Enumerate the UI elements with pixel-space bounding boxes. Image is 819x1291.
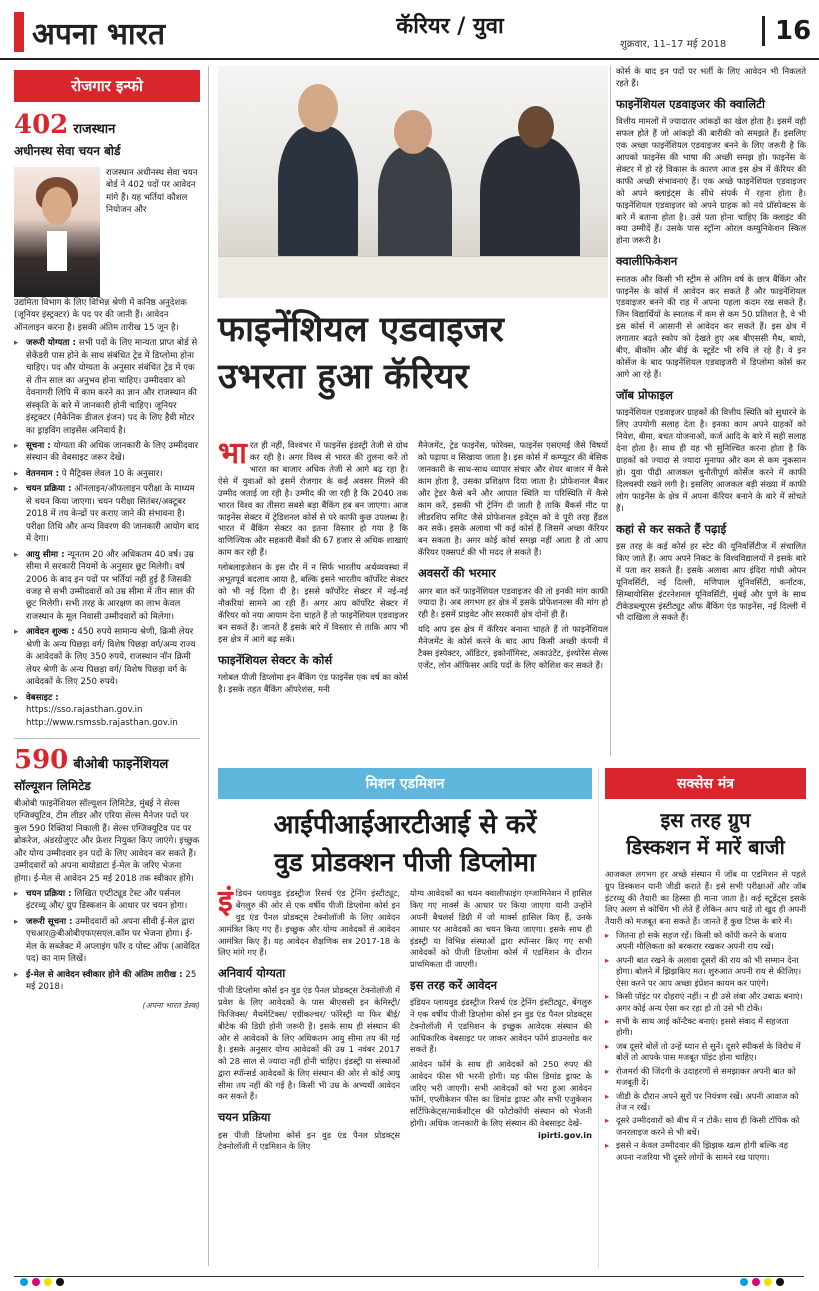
article-subhead: चयन प्रक्रिया [218,1110,271,1125]
mission-body [218,884,592,1153]
article-subhead: कहां से कर सकते हैं पढ़ाई [616,521,727,536]
column-divider [208,66,209,1266]
mission-headline: आईपीआईआरटीआई से करें वुड प्रोडक्शन पीजी डिप्लोमा [273,810,537,878]
article-subhead: क्वालीफिकेशन [616,254,678,269]
article-subhead: फाइनेंशियल एडवाइजर की क्वालिटी [616,96,765,111]
job-bullet: ▸ वेबसाइट : [14,692,200,704]
success-intro: आजकल लगभग हर अच्छे संस्थान में जॉब या एडमिशन से पहले ग्रुप डिस्कशन यानी जीडी कराते हैं। इसे सभी परीक्षाओं और जॉब इंटरव्यू की तैयारी का हिस्सा ही माना जाता है। कई स्टूडेंट्स इसके लिए अलग से कोचिंग भी लेते हैं लेकिन आप चाहें तो खुद ही अपनी तैयारी को मजबूत बना सकते हैं। जानते हैं कुछ टिप्स के बारे में। [605,869,806,927]
gd-tip: ▸ जितना हो सके सहज रहें। किसी को कॉपी करने के बजाय अपनी मौलिकता को बरकरार रखकर अपनी राय रखें। [605,930,806,953]
job-org-title: बीओबी फाइनेंशियल [73,756,169,772]
job-photo-row [14,167,200,297]
print-registration-marks [740,1278,784,1286]
job-bullet: ▸ आवेदन शुल्क : 450 रुपये सामान्य श्रेणी, क्रिमी लेयर श्रेणी के अन्य पिछड़ा वर्ग/ विशेष पिछड़ा वर्ग/अन्य राज्य के आवेदकों के लिए 350 रुपये, राजस्थान नॉन क्रिमी लेयर श्रेणी के अन्य पिछड़ा वर्ग/ विशेष पिछड़ा वर्ग के आवेदकों के लिए 250 रुपये। [14,626,200,688]
gd-tip: ▸ जीडी के दौरान अपने सुरों पर नियंत्रण रखें। अपनी आवाज को तेज न रखें। [605,1091,806,1114]
job-intro: उद्यमिता विभाग के लिए विभिन्न श्रेणी में कनिष्ठ अनुदेशक (जूनियर इंस्ट्रक्टर) के पद पर की जानी हैं। आवेदन ऑनलाइन करना है। इसकी अंतिम तारीख 15 जून है। [14,298,187,333]
gd-tip: ▸ दूसरे उम्मीदवारों को बीच में न टोकें। साथ ही किसी टॉपिक को जनरलाइज करने से भी बचें। [605,1115,806,1138]
success-mantra-tag: सक्सेस मंत्र [605,768,806,799]
print-registration-marks [20,1278,64,1286]
masthead [0,0,819,60]
job-org-subtitle: सॉल्यूशन लिमिटेड [14,778,91,793]
main-headline: फाइनेंशियल एडवाइजर उभरता हुआ कॅरियर [218,309,504,398]
article-column: भारत ही नहीं, विश्वभर में फाइनेंस इंडस्ट्री तेजी से ग्रोथ कर रही है। अगर विश्व से भारत की तुलना करें तो भारत का बाजार अधिक तेजी से आगे बढ़ रहा है। ऐसे में युवाओं को इसमें रोजगार के कई अवसर मिलने की उम्मीद जताई जा रही है। उम्मीद की जा रही है कि 2040 तक भारत विश्व का तीसरा सबसे बड़ा बैंकिंग हब बन जाएगा। आज फाइनेंस सेक्टर में ट्रेडिशनल कोर्स से परे काफी कुछ उपलब्ध है। भारत में बैंकिंग सेक्टर का इतना विस्तार हो गया है कि वाणिज्यिक और सहकारी बैंकों की 67 हजार से अधिक शाखाएं काम कर रही हैं। ग्लोबलाइजेशन के इस दौर में न सिर्फ भारतीय अर्थव्यवस्था में अभूतपूर्व बदलाव आया है, बल्कि इसने भारतीय कॉर्पोरेट सेक्टर को भी नई दिशा दी है। इससे कॉर्पोरेट सेक्टर में नई-नई नौकरियां सामने आ रही हैं। अगर आप कॉर्पोरेट सेक्टर में कॅरियर को नया आयाम देना चाहते हैं तो फाइनेंशियल एडवाइजर बन सकते हैं। जानते हैं इसके बारे में विस्तार से ताकि आप भी इस क्षेत्र में आगे बढ़ सकें। फाइनेंशियल सेक्टर के कोर्स ग्लोबल पीजी डिप्लोमा इन बैंकिंग एंड फाइनेंस एक वर्ष का कोर्स है। इसके तहत बैंकिंग ऑपरेशंस, मनी [218,436,408,694]
website-link[interactable]: https://sso.rajasthan.gov.in [26,705,143,716]
gd-tip: ▸ इससे न केवल उम्मीदवार की झिझक खत्म होगी बल्कि वह अपना नजरिया भी दूसरे लोगों के सामने रख पाएगा। [605,1140,806,1163]
job-bullet: ▸ चयन प्रक्रिया : ऑनलाइन/ऑफलाइन परीक्षा के माध्यम से चयन किया जाएगा। चयन परीक्षा सितंबर/अक्टूबर 2018 में तय केन्द्रों पर कराए जाने की संभावना है। परीक्षा तिथि और अन्य विवरण की जानकारी आयोग बाद में देगा। [14,483,200,545]
column-divider [610,66,611,756]
mission-admission-tag: मिशन एडमिशन [218,768,592,799]
job-bullet: ▸ जरूरी सूचना : उम्मीदवारों को अपना सीवी ई-मेल द्वारा एचआर@बीओबीएफएसएल.कॉम पर भेजना होगा। ई-मेल के सब्जेक्ट में अप्लाइंग फॉर द पोस्ट ऑफ (आवेदित पद) का नाम लिखें। [14,916,200,966]
job-bullet: ▸ आयु सीमा : न्यूनतम 20 और अधिकतम 40 वर्ष। उम्र सीमा में सरकारी नियमों के अनुसार छूट मिलेगी। वर्ष 2006 के बाद इन पदों पर भर्तियां नहीं हुई हैं जिसकी वजह से सभी उम्मीदवारों को उम्र सीमा में तीन साल की छूट मिलेगी। सभी तरह के आरक्षण का लाभ केवल राजस्थान के मूल निवासी उम्मीदवारों को मिलेगा। [14,549,200,624]
gd-tip: ▸ रोजमर्रा की जिंदगी के उदाहरणों से समझाकर अपनी बात को मजबूती दें। [605,1066,806,1089]
section-title: कॅरियर / युवा [396,13,504,39]
job-listing-rajasthan [14,110,200,730]
rozgar-info-column [14,70,200,1270]
newspaper-logo: अपना भारत [32,17,166,52]
vacancy-count: 590 [14,744,69,775]
gd-tip: ▸ सभी के साथ आई कॉन्टैक्ट बनाएं। इससे संवाद में सहजता होगी। [605,1016,806,1039]
job-side-text: राजस्थान अधीनस्थ सेवा चयन बोर्ड ने 402 पदों पर आवेदन मांगे हैं। यह भर्तियां कौशल नियोजन और [106,168,198,216]
logo-accent-bar [14,12,24,52]
job-listing-bob [14,738,200,1011]
job-bullet: ▸ ई-मेल से आवेदन स्वीकार होने की अंतिम तारीख : 25 मई 2018। [14,969,200,994]
article-subhead: अवसरों की भरमार [418,566,496,581]
success-headline: इस तरह ग्रुप डिस्कशन में मारें बाजी [626,808,785,859]
desk-credit: (अपना भारत डेस्क) [142,1000,200,1010]
job-bullet: ▸ वेतनमान : पे मैट्रिक्स लेवल 10 के अनुसार। [14,468,200,480]
article-column: इंडियन प्लायवुड इंडस्ट्रीज रिसर्च एंड ट्रेनिंग इंस्टीट्यूट, बेंगलुरु की ओर से एक वर्षीय पीजी डिप्लोमा कोर्स इन वुड एंड पैनल प्रोडक्ट्स टेक्नोलॉजी के लिए आवेदन आमंत्रित किए गए हैं। इच्छुक और योग्य आवेदकों से आवेदन आमंत्रित किए हैं। यह आवेदन शैक्षणिक सत्र 2017-18 के लिए मांगे गए हैं। अनिवार्य योग्यता पीजी डिप्लोमा कोर्स इन वुड एंड पैनल प्रोडक्ट्स टेक्नोलॉजी में प्रवेश के लिए आवेदकों के पास बीएससी इन केमिस्ट्री/ फिजिक्स/ मैथमेटिक्स/ एग्रीकल्चर/ फॉरेस्ट्री या फिर बीई/ बीटेक की डिग्री होनी जरूरी है। इसके साथ ही संस्थान की ओर से आवेदकों के लिए अधिकतम आयु सीमा तय की गई है। इसके अनुसार योग्य आवेदकों की उम्र 1 नवंबर 2017 को 28 साल से ज्यादा नहीं होनी चाहिए। इंडस्ट्री या संस्थाओं द्वारा स्पॉन्सर्ड आवेदकों के लिए संस्थान की ओर से कोई आयु सीमा तय नहीं की गई है। किसी भी उम्र के अभ्यर्थी आवेदन कर सकते हैं। चयन प्रक्रिया इस पीजी डिप्लोमा कोर्स इन वुड एंड पैनल प्रोडक्ट्स टेक्नोलॉजी में एडमिशन के लिए [218,884,400,1152]
drop-cap: भा [218,436,247,471]
gd-tip: ▸ जब दूसरे बोलें तो उन्हें ध्यान से सुनें। दूसरे स्पीकर्स के विरोध में बोलें तो आपके पास मजबूत पॉइंट होना चाहिए। [605,1041,806,1064]
job-bullet: ▸ सूचना : योग्यता की अधिक जानकारी के लिए उम्मीदवार संस्थान की वेबसाइट जरूर देखें। [14,440,200,465]
footer-rule [14,1276,804,1286]
issue-date: शुक्रवार, 11–17 मई 2018 [620,39,727,50]
article-subhead: इस तरह करें आवेदन [410,977,497,992]
drop-cap: इं [218,884,233,920]
article-subhead: फाइनेंशियल सेक्टर के कोर्स [218,652,333,667]
article-subhead: जॉब प्रोफाइल [616,387,673,402]
business-meeting-photo [218,66,608,298]
gd-tip: ▸ किसी पॉइंट पर दोहराएं नहीं। न ही उसे लंबा और उबाऊ बनाएं। अगर कोई अन्य ऐसा कर रहा हो तो उसे भी टोकें। [605,991,806,1014]
article-subhead: अनिवार्य योग्यता [218,966,286,981]
job-org-title: राजस्थान [73,122,116,137]
gd-tip: ▸ अपनी बात रखने के अलावा दूसरों की राय को भी सम्मान देना होगा। बोलने में झिझकिए मत। शुरुआत अपनी राय से कीजिए। ऐसा करने पर आप अच्छा इंप्रेशन कायम कर पाएंगे। [605,955,806,989]
mission-admission-box [218,768,592,1268]
job-bullet: ▸ जरूरी योग्यता : सभी पदों के लिए मान्यता प्राप्त बोर्ड से सेकेंडरी पास होने के साथ संबंधित ट्रेड में डिप्लोमा होना चाहिए। पद और योग्यता के अनुसार संबंधित ट्रेड में एक से तीन साल का अनुभव होना चाहिए। उम्मीदवार को देवनागरी लिपि में काम करने का ज्ञान और राजस्थान की संस्कृति के बारे में जानकारी होनी चाहिए। जूनियर इंस्ट्रक्टर (मैकेनिक डीजल इंजन) पद के लिए हैवी मोटर का ड्राइविंग लाइसेंस अनिवार्य है। [14,337,200,437]
vacancy-count: 402 [14,110,69,140]
website-link[interactable]: http://www.rsmssb.rajasthan.gov.in [26,717,178,728]
job-intro: बीओबी फाइनेंशियल सॉल्यूशन लिमिटेड, मुंबई ने सेल्स एग्जिक्यूटिव, टीम लीडर और एरिया सेल्स मैनेजर पदों पर कुल 590 रिक्तियां निकाली हैं। सेल्स एग्जिक्यूटिव पद पर ब्रोकरेज, अंडरग्रेजुएट और फ्रेशर नियुक्त किए जाएंगे। इच्छुक और योग्य उम्मीदवार इन पदों के लिए आवेदन कर सकते हैं। उम्मीदवारों को अपना बायोडाटा ई-मेल के जरिए भेजना होगा। ई-मेल से आवेदन 25 मई 2018 तक स्वीकार होंगे। [14,798,200,884]
main-article-body [218,436,608,696]
woman-portrait-photo [14,167,100,297]
article-column: मैनेजमेंट, ट्रेड फाइनेंस, फोरेक्स, फाइनेंस एसएमई जैसे विषयों को पढ़ाया व सिखाया जाता है। इस कोर्स में कम्प्यूटर की बेसिक जानकारी के साथ-साथ व्यापार संचार और शेयर बाजार में कैसे काम होता है, उसका प्रशिक्षण दिया जाता है। प्रोफेशनल बैंकर और ट्रेडर कैसे बनें और आपात स्थिति या परिस्थिति में कैसे काम करें, इसकी भी ट्रेनिंग दी जाती है ताकि बैंकर्स मीट या लीडरशिप समिट जैसे प्रोफेशनल इवेंट्स को वे पूरी तरह हैंडल कर सकें। इसके अलावा भी कई कोर्स हैं जिसमें अच्छा कॅरियर बन सकता है। अगर कोई कोर्स समझ नहीं आता है तो आप कॅरियर एक्सपर्ट की भी मदद ले सकते हैं। अवसरों की भरमार अगर बात करें फाइनेंशियल एडवाइजर की तो इनकी मांग काफी ज्यादा है। अब लगभग हर क्षेत्र में इसके प्रोफेशनल्स की मांग हो रही है। इसमें प्राइवेट और सरकारी क्षेत्र दोनों ही हैं। यदि आप इस क्षेत्र में कॅरियर बनाना चाहते हैं तो फाइनेंशियल मैनेजमेंट के कोर्स करने के बाद आप किसी अच्छी कंपनी में टैक्स इंस्पेक्टर, ऑडिटर, इकोनॉमिस्ट, अकाउंटेंट, इंश्योरेंस सेल्स एजेंट, लोन ऑफिसर आदि पदों के लिए कोशिश कर सकते हैं। [418,440,608,671]
page-number: 16 [762,16,811,46]
article-column: योग्य आवेदकों का चयन क्वालीफाइंग एग्जामिनेशन में हासिल किए गए मार्क्स के आधार पर किया जाएगा यानी उन्होंने अपनी बैचलर्स डिग्री में जो मार्क्स हासिल किए हैं, उनके आधार पर आवेदकों का चयन किया जाएगा। इसके साथ ही इंडस्ट्री या विभिन्न संस्थाओं द्वारा स्पॉन्सर किए गए सभी आवेदकों को पीजी डिप्लोमा कोर्स में एडमिशन के दौरान प्राथमिकता दी जाएगी। इस तरह करें आवेदन इंडियन प्लायवुड इंडस्ट्रीज रिसर्च एंड ट्रेनिंग इंस्टीट्यूट, बेंगलुरु ने एक वर्षीय पीजी डिप्लोमा कोर्स इन वुड एंड पैनल प्रोडक्ट्स टेक्नोलॉजी में एडमिशन के इच्छुक आवेदक संस्थान की आधिकारिक वेबसाइट पर जाकर आवेदन फॉर्म डाउनलोड कर सकते हैं। आवेदन फॉर्म के साथ ही आवेदकों को 250 रुपए की आवेदन फीस भी भरनी होगी। यह फीस डिमांड ड्राफ्ट के जरिए भरी जाएगी। सभी आवेदकों को भरा हुआ आवेदन फॉर्म, एप्लीकेशन फीस का डिमांड ड्राफ्ट और सभी एजुकेशन सर्टिफिकेट्स/मार्कशीट्स की फोटोकॉपी संस्थान को भेजनी होगी। अधिक जानकारी के लिए संस्थान की वेबसाइट देखें- ipirti.gov.in [410,888,592,1140]
job-org-subtitle: अधीनस्थ सेवा चयन बोर्ड [14,144,121,158]
success-mantra-box [598,768,806,1268]
job-bullet: ▸ चयन प्रक्रिया : लिखित एप्टीट्यूड टेस्ट और पर्सनल इंटरव्यू और/ ग्रुप डिस्कशन के आधार पर चयन होगा। [14,888,200,913]
institute-website[interactable]: ipirti.gov.in [538,1129,592,1140]
rozgar-info-banner: रोजगार इन्फो [14,70,200,102]
article-continuation: कोर्स के बाद इन पदों पर भर्ती के लिए आवेदन भी निकलते रहते हैं। फाइनेंशियल एडवाइजर की क्वालिटी वित्तीय मामलों में ज्यादातर आंकड़ों का खेल होता है। इसमें वही सफल होते हैं जो आंकड़ों की बारीकी को समझते हैं। इसलिए एक अच्छा फाइनेंशियल एडवाइजर बनने के लिए जरूरी है कि आपको फाइनेंस की भाषा की अच्छी समझ हो। फाइनेंस के सेक्टर में हो रहे विकास के कारण आज इस क्षेत्र में कॅरियर की काफी अच्छी संभावनाएं हैं। एक अच्छे फाइनेंशियल एडवाइजर को अपने क्लाइंट्स के सीधे संपर्क में रहना होता है। फाइनेंशियल एडवाइजर को अपने ग्राहक को नये प्रॉस्पेक्टस के बारे में बताना होता है। उसे पता होना चाहिए कि क्लाइंट की क्या उम्मीदें हैं। उसके पास स्ट्रॉन्ग ओरल कम्युनिकेशन स्किल होना जरूरी है। क्वालीफिकेशन स्नातक और किसी भी स्ट्रीम से अंतिम वर्ष के छात्र बैंकिंग और फाइनेंस के कोर्स में आवेदन कर सकते हैं और फाइनेंशियल एडवाइजर बनने की राह में अपना पहला कदम रख सकते हैं। जिन विद्यार्थियों के स्नातक में कम से कम 50 प्रतिशत है, वे भी इस कोर्स में आसानी से आवेदन कर सकते हैं। इस क्षेत्र में लगातार बढ़ते स्कोप को देखते हुए अब बीएससी मैथ, बायो, बीए, बीकॉम और बीई के स्टूडेंट भी रुचि ले रहे हैं। वे इन कोर्सेज के बाद फाइनेंशियल एडवाइजरी में डिप्लोमा कोर्स कर आगे आ रहे हैं। जॉब प्रोफाइल फाइनेंशियल एडवाइजर ग्राहकों की वित्तीय स्थिति को सुधारने के लिए उपयोगी सलाह देता है। इनका काम अपने ग्राहकों को निवेश, बीमा, बचत योजनाओं, कर्ज आदि के बारे में सही सलाह देना होता है। साथ ही यह भी सुनिश्चित करना होता है कि ग्राहकों को ज्यादा से ज्यादा मुनाफा और कम से कम नुकसान हो। युवा पीढ़ी आजकल चुनौतीपूर्ण कोर्सेज करने में काफी दिलचस्पी रखने लगी है। इसलिए आजकल बड़ी संख्या में काफी लोग फाइनेंस के क्षेत्र में अपना कॅरियर बनाने के बारे में सोचते हैं। कहां से कर सकते हैं पढ़ाई इस तरह के कई कोर्स हर स्टेट की यूनिवर्सिटीज में संचालित किए जाते हैं। आप अपने निकट के विश्वविद्यालयों में इसके बारे में पता कर सकते हैं। इसके अलावा आप इंदिरा गांधी ओपन यूनिवर्सिटी, नई दिल्ली, मणिपाल यूनिवर्सिटी, कर्नाटक, सिम्बायोसिस इंटरनेशनल यूनिवर्सिटी, मुंबई और पुणे के साथ टीकेडब्ल्यूएस इंस्टीट्यूट ऑफ बैंकिंग एंड फाइनेंस, नई दिल्ली में भी दाखिला ले सकते हैं। [616,66,806,623]
